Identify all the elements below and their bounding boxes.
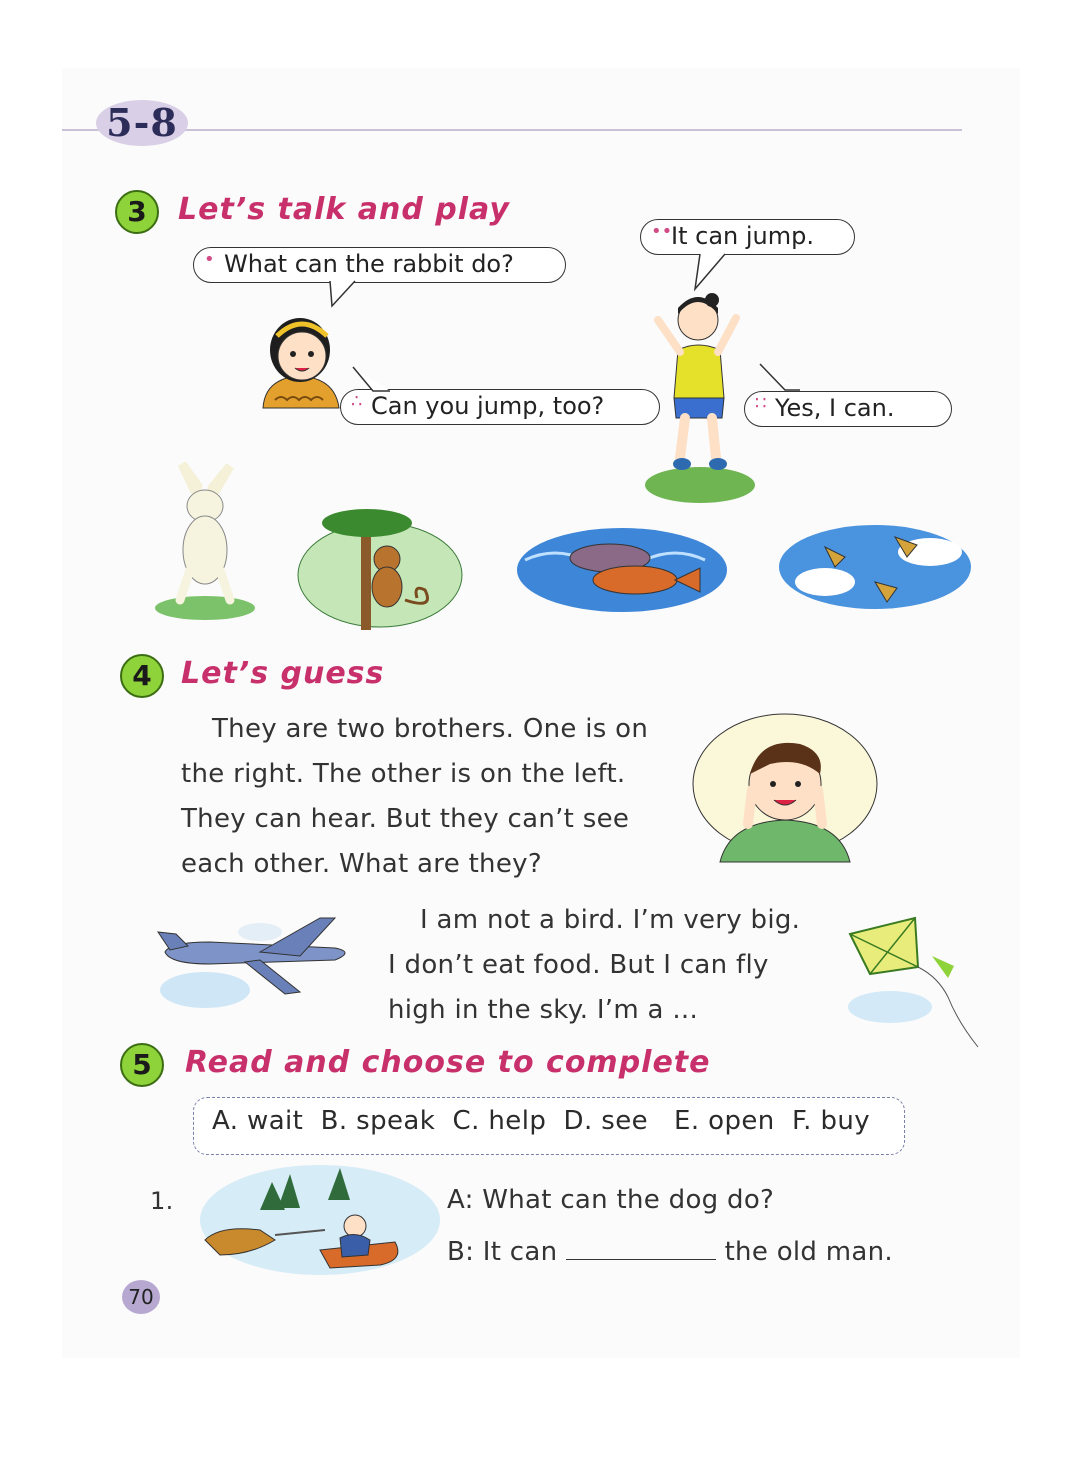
girl-icon [255,308,345,413]
bubble-what-can-rabbit [193,247,566,283]
bubble-tail [345,365,395,395]
bubble-tail [320,280,370,310]
riddle1-line-2: the right. The other is on the left. [181,759,626,789]
section-5-number: 5 [120,1043,164,1087]
jumping-girl-icon [640,290,760,510]
bubble-dots-icon: ∷ [755,393,767,414]
bubble-dots-icon: •• [651,221,673,242]
section-4-number: 4 [120,654,164,698]
bubble-it-can-jump [640,219,855,255]
fish-icon [515,520,730,615]
dog-sled-icon [180,1160,440,1285]
answer-blank[interactable] [566,1239,716,1260]
bubble-tail [755,362,805,394]
riddle1-line-1: They are two brothers. One is on [212,714,649,744]
section-3-title: Let’s talk and play [178,192,510,227]
item-1-number: 1. [150,1187,174,1215]
bubble-text: Yes, I can. [775,394,895,422]
section-3-number: 3 [115,190,159,234]
item-1-question: A: What can the dog do? [447,1185,775,1215]
rabbit-icon [150,460,260,625]
word-options: A. wait B. speak C. help D. see E. open F. buy [212,1106,871,1136]
section-4-title: Let’s guess [181,656,385,691]
riddle1-line-3: They can hear. But they can’t see [181,804,630,834]
answer-suffix: the old man. [724,1237,893,1267]
bubble-tail [690,253,740,293]
section-5-title: Read and choose to complete [185,1045,711,1080]
bubble-text: What can the rabbit do? [224,250,514,278]
kite-icon [820,912,990,1057]
item-1-answer [447,1237,893,1267]
monkey-icon [295,505,465,630]
bubble-dots-icon: ∴ [351,391,363,412]
bubble-dots-icon: • [204,249,215,270]
birds-icon [775,512,975,612]
page-number: 70 [122,1280,160,1314]
riddle1-line-4: each other. What are they? [181,849,542,879]
bubble-text: Can you jump, too? [371,392,605,420]
airplane-icon [150,912,370,1017]
riddle2-line-2: I don’t eat food. But I can fly [388,950,769,980]
unit-label: 5-8 [106,100,178,145]
bubble-text: It can jump. [671,222,814,250]
riddle2-line-3: high in the sky. I’m a ... [388,995,699,1025]
answer-prefix: B: It can [447,1237,558,1267]
riddle2-line-1: I am not a bird. I’m very big. [420,905,801,935]
boy-ears-icon [690,712,880,867]
header-rule [62,129,962,131]
bubble-yes-i-can [744,391,952,427]
